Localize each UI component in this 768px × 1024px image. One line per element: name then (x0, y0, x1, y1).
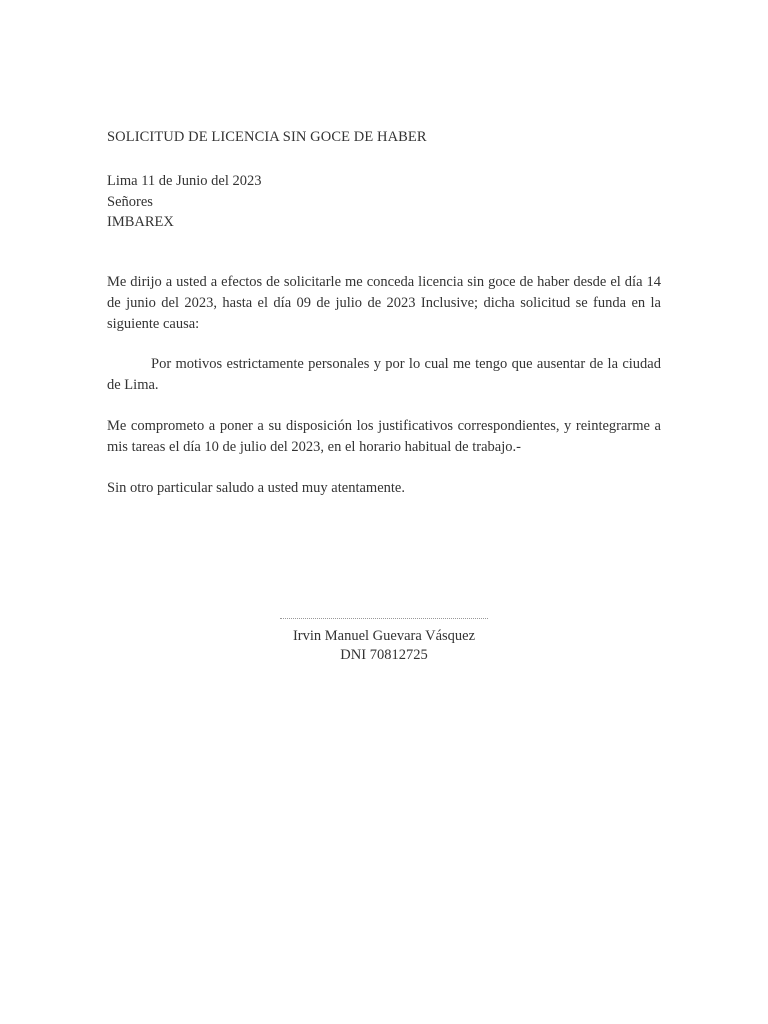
paragraph-closing: Sin otro particular saludo a usted muy atentamente. (107, 480, 405, 496)
paragraph-request: Me dirijo a usted a efectos de solicitarle me conceda licencia sin goce de haber desde el día 14 de junio del 2023, hasta el día 09 de julio de 2023 Inclusive; dicha solicitud se funda en la siguiente causa: (107, 274, 661, 332)
signature-line (280, 618, 488, 619)
recipient: IMBAREX (107, 214, 174, 230)
place-date: Lima 11 de Junio del 2023 (107, 173, 262, 189)
signer-id: DNI 70812725 (340, 647, 428, 663)
paragraph-reason: Por motivos estrictamente personales y por lo cual me tengo que ausentar de la ciudad de Lima. (107, 356, 661, 393)
letter-title: SOLICITUD DE LICENCIA SIN GOCE DE HABER (107, 129, 427, 145)
paragraph-commitment: Me comprometo a poner a su disposición los justificativos correspondientes, y reintegrarme a mis tareas el día 10 de julio del 2023, en el horario habitual de trabajo.- (107, 418, 661, 455)
signature-block (280, 618, 488, 665)
signer-name: Irvin Manuel Guevara Vásquez (292, 628, 476, 644)
letter-header (107, 171, 262, 233)
salutation: Señores (107, 193, 153, 210)
